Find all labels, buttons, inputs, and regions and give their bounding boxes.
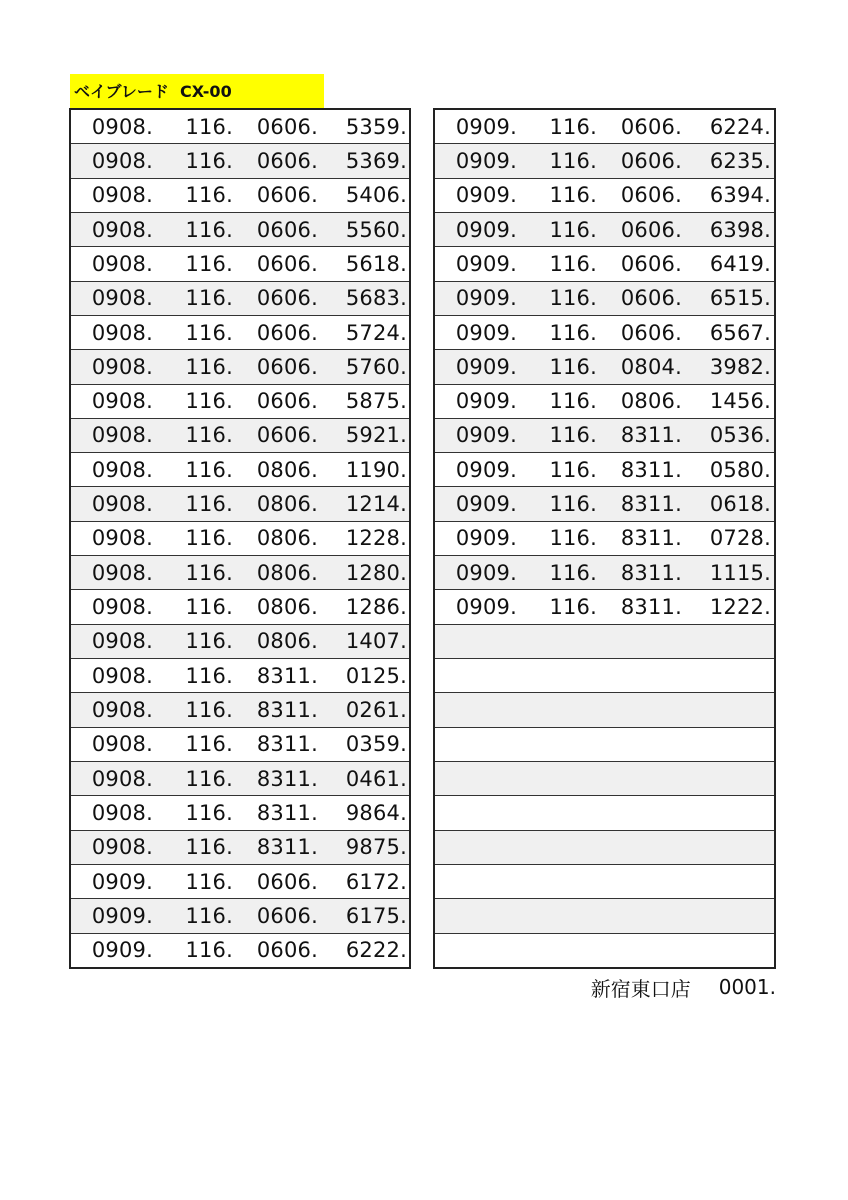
- serial-segment-2: 116.: [549, 320, 597, 345]
- table-row: [435, 692, 774, 726]
- serial-segment-2: 116.: [185, 320, 233, 345]
- serial-segment-1: 0908.: [91, 286, 153, 311]
- serial-segment-1: 0908.: [91, 766, 153, 791]
- serial-segment-1: 0909.: [455, 457, 517, 482]
- serial-segment-2: 116.: [185, 526, 233, 551]
- serial-segment-3: 8311.: [256, 732, 318, 757]
- table-row: [435, 178, 774, 212]
- serial-segment-3: 0606.: [256, 320, 318, 345]
- table-row: [71, 349, 409, 383]
- serial-segment-4: 0580.: [709, 457, 771, 482]
- serial-segment-4: 1280.: [345, 560, 407, 585]
- table-row: [435, 349, 774, 383]
- serial-segment-1: 0908.: [91, 560, 153, 585]
- serial-segment-1: 0908.: [91, 320, 153, 345]
- serial-segment-1: 0908.: [91, 251, 153, 276]
- serial-segment-2: 116.: [185, 251, 233, 276]
- serial-segment-2: 116.: [549, 595, 597, 620]
- serial-segment-1: 0908.: [91, 217, 153, 242]
- serial-segment-3: 8311.: [620, 492, 682, 517]
- serial-segment-4: 5724.: [345, 320, 407, 345]
- serial-segment-4: 6175.: [345, 903, 407, 928]
- serial-segment-2: 116.: [185, 286, 233, 311]
- serial-segment-2: 116.: [185, 354, 233, 379]
- serial-segment-4: 0359.: [345, 732, 407, 757]
- table-row: [71, 933, 409, 967]
- table-row: [435, 521, 774, 555]
- serial-segment-2: 116.: [549, 183, 597, 208]
- serial-segment-1: 0909.: [455, 148, 517, 173]
- serial-segment-1: 0909.: [455, 320, 517, 345]
- serial-segment-4: 9864.: [345, 800, 407, 825]
- serial-segment-4: 0728.: [709, 526, 771, 551]
- table-row: [71, 212, 409, 246]
- serial-segment-2: 116.: [185, 423, 233, 448]
- serial-segment-2: 116.: [549, 457, 597, 482]
- serial-segment-1: 0908.: [91, 148, 153, 173]
- serial-segment-4: 6398.: [709, 217, 771, 242]
- table-row: [435, 727, 774, 761]
- serial-segment-3: 0606.: [256, 148, 318, 173]
- serial-segment-1: 0908.: [91, 183, 153, 208]
- serial-segment-4: 6567.: [709, 320, 771, 345]
- serial-segment-3: 0606.: [620, 217, 682, 242]
- serial-segment-1: 0908.: [91, 595, 153, 620]
- serial-segment-2: 116.: [549, 114, 597, 139]
- serial-segment-4: 0261.: [345, 697, 407, 722]
- serial-segment-4: 0125.: [345, 663, 407, 688]
- serial-segment-3: 0606.: [256, 423, 318, 448]
- table-row: [435, 761, 774, 795]
- table-row: [435, 246, 774, 280]
- serial-segment-4: 1115.: [709, 560, 771, 585]
- table-row: [435, 555, 774, 589]
- serial-segment-3: 8311.: [620, 560, 682, 585]
- table-row: [435, 933, 774, 967]
- serial-segment-2: 116.: [185, 114, 233, 139]
- serial-segment-1: 0909.: [455, 526, 517, 551]
- serial-segment-2: 116.: [185, 766, 233, 791]
- serial-segment-2: 116.: [185, 663, 233, 688]
- serial-segment-1: 0909.: [455, 354, 517, 379]
- serial-segment-1: 0908.: [91, 492, 153, 517]
- table-row: [435, 486, 774, 520]
- serial-segment-3: 0606.: [256, 354, 318, 379]
- table-row: [71, 864, 409, 898]
- serial-segment-2: 116.: [549, 354, 597, 379]
- table-row: [71, 418, 409, 452]
- serial-segment-2: 116.: [185, 217, 233, 242]
- serial-table-right: [433, 108, 776, 969]
- serial-segment-3: 0806.: [256, 526, 318, 551]
- serial-segment-4: 1286.: [345, 595, 407, 620]
- serial-segment-4: 0618.: [709, 492, 771, 517]
- serial-segment-3: 8311.: [620, 423, 682, 448]
- table-row: [71, 692, 409, 726]
- table-row: [435, 864, 774, 898]
- serial-segment-1: 0909.: [455, 183, 517, 208]
- table-row: [435, 384, 774, 418]
- serial-segment-3: 0606.: [256, 903, 318, 928]
- serial-segment-3: 0606.: [256, 251, 318, 276]
- serial-segment-3: 0806.: [256, 457, 318, 482]
- serial-segment-2: 116.: [185, 492, 233, 517]
- serial-segment-4: 5875.: [345, 389, 407, 414]
- serial-segment-2: 116.: [185, 629, 233, 654]
- serial-segment-1: 0908.: [91, 457, 153, 482]
- table-row: [435, 830, 774, 864]
- table-row: [71, 281, 409, 315]
- serial-segment-4: 0461.: [345, 766, 407, 791]
- serial-segment-1: 0908.: [91, 423, 153, 448]
- serial-segment-2: 116.: [185, 869, 233, 894]
- serial-segment-3: 8311.: [256, 663, 318, 688]
- serial-segment-4: 1228.: [345, 526, 407, 551]
- serial-segment-2: 116.: [185, 595, 233, 620]
- serial-segment-3: 0606.: [620, 286, 682, 311]
- serial-segment-2: 116.: [185, 835, 233, 860]
- serial-segment-3: 8311.: [256, 766, 318, 791]
- serial-segment-3: 0606.: [256, 389, 318, 414]
- table-row: [435, 589, 774, 623]
- serial-segment-4: 1222.: [709, 595, 771, 620]
- store-name: 新宿東口店: [590, 976, 691, 1001]
- serial-segment-2: 116.: [185, 697, 233, 722]
- serial-segment-1: 0909.: [455, 217, 517, 242]
- serial-segment-1: 0908.: [91, 697, 153, 722]
- serial-segment-1: 0909.: [455, 114, 517, 139]
- serial-segment-3: 0606.: [620, 183, 682, 208]
- serial-segment-4: 5369.: [345, 148, 407, 173]
- serial-segment-1: 0908.: [91, 389, 153, 414]
- serial-segment-4: 5683.: [345, 286, 407, 311]
- serial-segment-3: 8311.: [620, 457, 682, 482]
- serial-segment-4: 3982.: [709, 354, 771, 379]
- serial-segment-1: 0909.: [91, 938, 153, 963]
- table-row: [435, 315, 774, 349]
- serial-segment-4: 5921.: [345, 423, 407, 448]
- serial-segment-2: 116.: [549, 217, 597, 242]
- serial-segment-1: 0908.: [91, 629, 153, 654]
- serial-segment-2: 116.: [185, 732, 233, 757]
- serial-segment-1: 0909.: [455, 251, 517, 276]
- serial-segment-4: 1214.: [345, 492, 407, 517]
- serial-segment-1: 0909.: [91, 869, 153, 894]
- serial-segment-2: 116.: [549, 389, 597, 414]
- serial-segment-3: 0606.: [256, 869, 318, 894]
- table-row: [71, 246, 409, 280]
- serial-segment-4: 5760.: [345, 354, 407, 379]
- serial-segment-4: 6419.: [709, 251, 771, 276]
- serial-segment-3: 0804.: [620, 354, 682, 379]
- serial-segment-3: 8311.: [620, 595, 682, 620]
- table-row: [71, 727, 409, 761]
- table-row: [435, 624, 774, 658]
- serial-segment-1: 0909.: [455, 286, 517, 311]
- table-row: [435, 143, 774, 177]
- serial-segment-2: 116.: [549, 560, 597, 585]
- serial-segment-1: 0909.: [455, 560, 517, 585]
- serial-segment-1: 0908.: [91, 835, 153, 860]
- serial-segment-4: 0536.: [709, 423, 771, 448]
- serial-segment-2: 116.: [549, 286, 597, 311]
- table-row: [435, 281, 774, 315]
- table-row: [71, 898, 409, 932]
- table-row: [435, 898, 774, 932]
- serial-segment-4: 5359.: [345, 114, 407, 139]
- serial-segment-4: 6222.: [345, 938, 407, 963]
- table-row: [71, 795, 409, 829]
- table-row: [435, 795, 774, 829]
- serial-segment-3: 8311.: [256, 835, 318, 860]
- serial-segment-1: 0909.: [455, 423, 517, 448]
- serial-segment-2: 116.: [549, 423, 597, 448]
- serial-segment-4: 6235.: [709, 148, 771, 173]
- serial-segment-4: 5618.: [345, 251, 407, 276]
- serial-segment-2: 116.: [185, 903, 233, 928]
- serial-segment-3: 0606.: [256, 114, 318, 139]
- serial-segment-2: 116.: [549, 526, 597, 551]
- table-row: [71, 589, 409, 623]
- serial-segment-4: 6224.: [709, 114, 771, 139]
- table-row: [71, 624, 409, 658]
- serial-segment-4: 6515.: [709, 286, 771, 311]
- serial-segment-1: 0908.: [91, 354, 153, 379]
- serial-segment-3: 0606.: [256, 938, 318, 963]
- serial-segment-1: 0909.: [455, 595, 517, 620]
- serial-segment-3: 0606.: [620, 320, 682, 345]
- table-row: [71, 761, 409, 795]
- store-code: 0001.: [718, 975, 776, 999]
- serial-segment-1: 0908.: [91, 114, 153, 139]
- serial-segment-3: 0606.: [620, 251, 682, 276]
- serial-segment-4: 6394.: [709, 183, 771, 208]
- serial-segment-2: 116.: [549, 251, 597, 276]
- serial-segment-3: 8311.: [620, 526, 682, 551]
- table-row: [435, 212, 774, 246]
- table-row: [71, 452, 409, 486]
- table-row: [435, 110, 774, 143]
- serial-segment-2: 116.: [185, 389, 233, 414]
- serial-segment-2: 116.: [185, 183, 233, 208]
- serial-segment-4: 5406.: [345, 183, 407, 208]
- serial-segment-3: 0806.: [256, 629, 318, 654]
- footer: [433, 972, 776, 1002]
- serial-segment-4: 1190.: [345, 457, 407, 482]
- table-row: [71, 658, 409, 692]
- serial-segment-3: 0606.: [620, 148, 682, 173]
- serial-segment-3: 0806.: [256, 560, 318, 585]
- table-row: [435, 658, 774, 692]
- table-row: [71, 143, 409, 177]
- table-row: [71, 178, 409, 212]
- table-row: [435, 418, 774, 452]
- serial-segment-1: 0909.: [455, 389, 517, 414]
- serial-segment-1: 0908.: [91, 663, 153, 688]
- page-title: ベイブレード CX-00: [70, 74, 324, 108]
- serial-segment-4: 1407.: [345, 629, 407, 654]
- serial-segment-2: 116.: [185, 800, 233, 825]
- serial-segment-2: 116.: [185, 148, 233, 173]
- serial-segment-3: 0606.: [256, 286, 318, 311]
- serial-segment-4: 5560.: [345, 217, 407, 242]
- serial-segment-2: 116.: [185, 457, 233, 482]
- table-row: [435, 452, 774, 486]
- table-row: [71, 555, 409, 589]
- serial-segment-3: 0606.: [620, 114, 682, 139]
- table-row: [71, 315, 409, 349]
- table-row: [71, 521, 409, 555]
- serial-segment-3: 8311.: [256, 697, 318, 722]
- serial-segment-3: 0806.: [256, 492, 318, 517]
- table-row: [71, 110, 409, 143]
- serial-segment-3: 0806.: [256, 595, 318, 620]
- serial-table-left: [69, 108, 411, 969]
- serial-segment-3: 0806.: [620, 389, 682, 414]
- serial-segment-1: 0909.: [455, 492, 517, 517]
- serial-segment-4: 1456.: [709, 389, 771, 414]
- table-row: [71, 486, 409, 520]
- serial-segment-4: 6172.: [345, 869, 407, 894]
- serial-segment-1: 0909.: [91, 903, 153, 928]
- serial-segment-3: 8311.: [256, 800, 318, 825]
- serial-segment-2: 116.: [185, 560, 233, 585]
- serial-segment-4: 9875.: [345, 835, 407, 860]
- serial-segment-1: 0908.: [91, 732, 153, 757]
- serial-segment-2: 116.: [549, 148, 597, 173]
- table-row: [71, 384, 409, 418]
- serial-segment-2: 116.: [549, 492, 597, 517]
- serial-segment-3: 0606.: [256, 183, 318, 208]
- serial-segment-3: 0606.: [256, 217, 318, 242]
- serial-segment-2: 116.: [185, 938, 233, 963]
- serial-segment-1: 0908.: [91, 526, 153, 551]
- table-row: [71, 830, 409, 864]
- serial-segment-1: 0908.: [91, 800, 153, 825]
